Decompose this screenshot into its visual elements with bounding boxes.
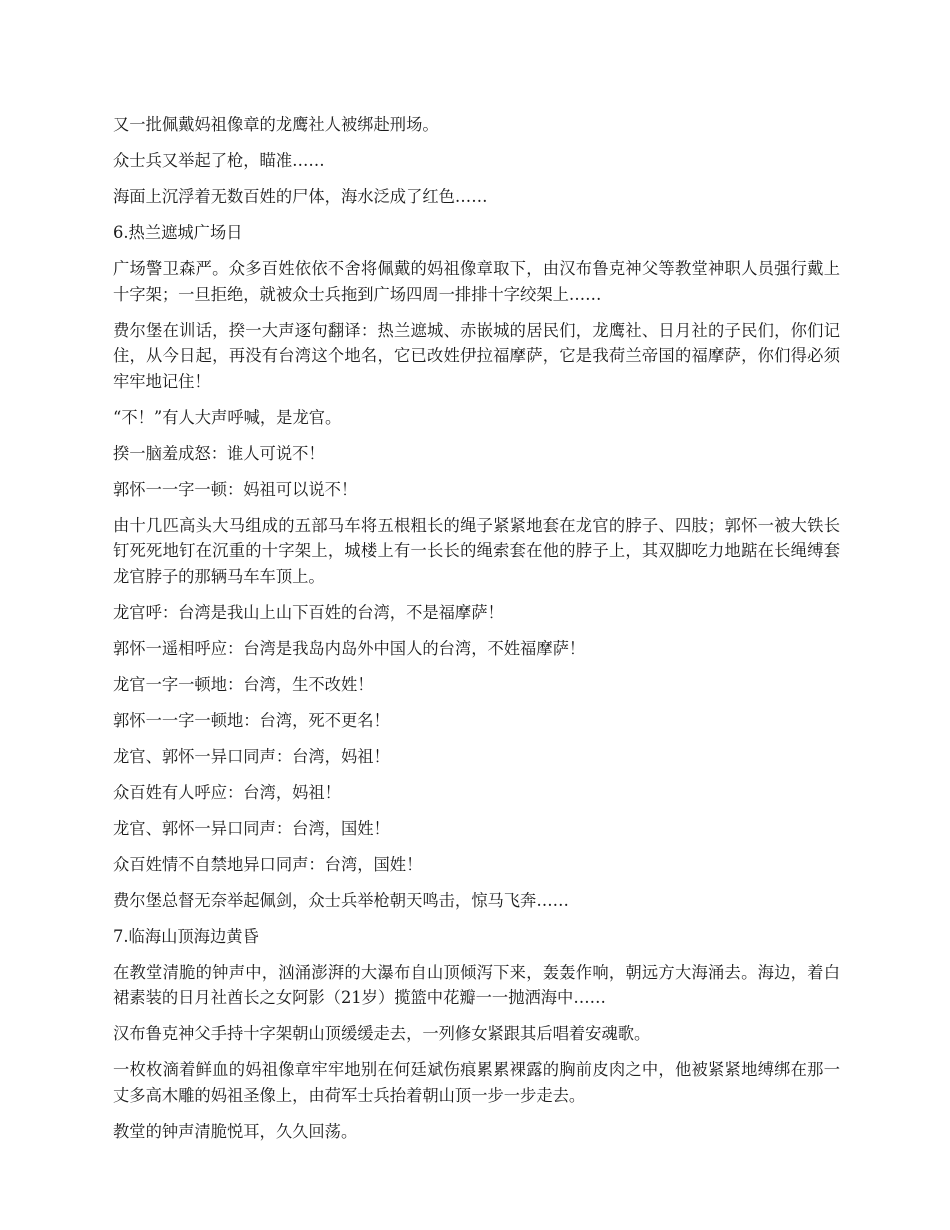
paragraph: 龙官呼：台湾是我山上山下百姓的台湾，不是福摩萨！ bbox=[113, 602, 504, 622]
paragraph: 郭怀一遥相呼应：台湾是我岛内岛外中国人的台湾，不姓福摩萨！ bbox=[113, 638, 586, 658]
paragraph: 费尔堡在训话，揆一大声逐句翻译：热兰遮城、赤嵌城的居民们，龙鹰社、日月社的子民们，你们记住，从今日起，再没有台湾这个地名，它已改姓伊拉福摩萨，它是我荷兰帝国的福摩萨，你们得必须牢牢地记住！ bbox=[113, 320, 840, 391]
paragraph: 郭怀一一字一顿：妈祖可以说不！ bbox=[113, 479, 358, 499]
paragraph: 众百姓情不自禁地异口同声：台湾，国姓！ bbox=[113, 854, 423, 874]
paragraph: 郭怀一一字一顿地：台湾，死不更名！ bbox=[113, 710, 390, 730]
paragraph: 龙官、郭怀一异口同声：台湾，国姓！ bbox=[113, 818, 390, 838]
paragraph: “不！”有人大声呼喊，是龙官。 bbox=[113, 407, 342, 427]
paragraph: 众士兵又举起了枪，瞄准…… bbox=[113, 151, 325, 170]
paragraph: 广场警卫森严。众多百姓依依不舍将佩戴的妈祖像章取下，由汉布鲁克神父等教堂神职人员强行戴上十字架；一旦拒绝，就被众士兵拖到广场四周一排排十字绞架上…… bbox=[113, 259, 840, 304]
paragraph: 龙官一字一顿地：台湾，生不改姓！ bbox=[113, 674, 374, 694]
paragraph: 教堂的钟声清脆悦耳，久久回荡。 bbox=[113, 1121, 358, 1141]
paragraph: 一枚枚滴着鲜血的妈祖像章牢牢地别在何廷斌伤痕累累裸露的胸前皮肉之中，他被紧紧地缚绑在那一丈多高木雕的妈祖圣像上，由荷军士兵抬着朝山顶一步一步走去。 bbox=[113, 1060, 840, 1105]
paragraph: 揆一脑羞成怒：谁人可说不！ bbox=[113, 443, 325, 463]
paragraph: 费尔堡总督无奈举起佩剑，众士兵举枪朝天鸣击，惊马飞奔…… bbox=[113, 890, 569, 910]
paragraph: 在教堂清脆的钟声中，汹涌澎湃的大瀑布自山顶倾泻下来，轰轰作响，朝远方大海涌去。海边，着白裙素装的日月社酋长之女阿影（21岁）揽篮中花瓣一一抛洒海中…… bbox=[113, 962, 840, 1007]
paragraph: 众百姓有人呼应：台湾，妈祖！ bbox=[113, 782, 341, 802]
paragraph: 海面上沉浮着无数百姓的尸体，海水泛成了红色…… bbox=[113, 187, 488, 206]
paragraph: 由十几匹高头大马组成的五部马车将五根粗长的绳子紧紧地套在龙官的脖子、四肢；郭怀一被大铁长钉死死地钉在沉重的十字架上，城楼上有一长长的绳索套在他的脖子上，其双脚吃力地踮在长绳缚套龙官脖子的那辆马车车顶上。 bbox=[113, 515, 840, 586]
scene-heading: 6.热兰遮城广场日 bbox=[113, 223, 243, 242]
document-body bbox=[113, 112, 840, 1155]
paragraph: 汉布鲁克神父手持十字架朝山顶缓缓走去，一列修女紧跟其后唱着安魂歌。 bbox=[113, 1024, 651, 1043]
paragraph: 龙官、郭怀一异口同声：台湾，妈祖！ bbox=[113, 746, 390, 766]
scene-heading: 7.临海山顶海边黄昏 bbox=[113, 926, 259, 946]
paragraph: 又一批佩戴妈祖像章的龙鹰社人被绑赴刑场。 bbox=[113, 115, 439, 134]
